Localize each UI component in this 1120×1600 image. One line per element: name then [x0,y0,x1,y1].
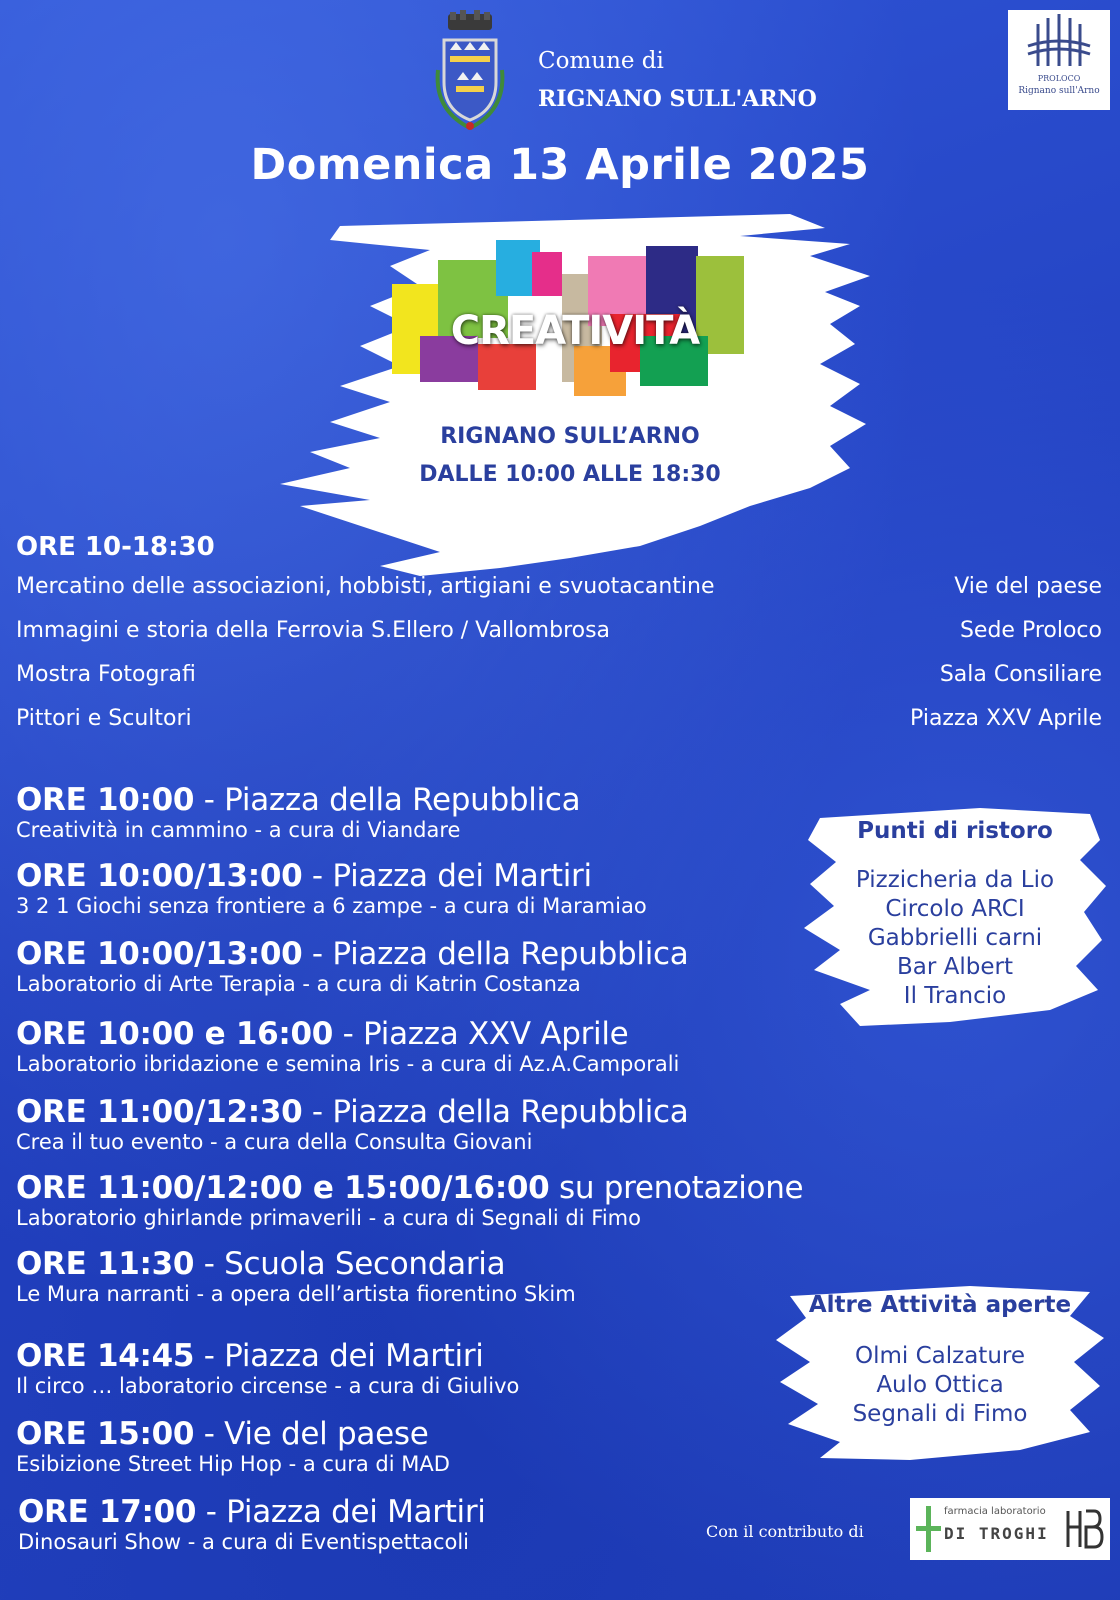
altre-attivita-item: Aulo Ottica [876,1372,1004,1398]
sponsor-logo [910,1498,1110,1560]
event-description: Le Mura narranti - a opera dell’artista fiorentino Skim [16,1282,576,1306]
event-time: ORE 10:00/13:00 [16,936,303,972]
altre-attivita-item: Segnali di Fimo [852,1401,1028,1427]
event-description: Il circo … laboratorio circense - a cura di Giulivo [16,1374,520,1398]
pharmacy-cross-icon [914,1498,944,1560]
altre-attivita-item: Olmi Calzature [854,1343,1025,1369]
allday-activity: Mostra Fotografi [16,662,196,687]
proloco-label: PROLOCO [1037,74,1081,83]
event-heading [16,1338,484,1374]
ristoro-title: Punti di ristoro [857,818,1053,844]
event-description: Laboratorio di Arte Terapia - a cura di Katrin Costanza [16,972,581,996]
event-heading [18,1494,486,1530]
event-time: ORE 15:00 [16,1416,195,1452]
brush-stroke-banner [270,206,870,578]
color-tile [532,252,562,296]
comune-name: RIGNANO SULL'ARNO [538,86,817,112]
comune-coat-of-arms [430,10,510,134]
contributo-label: Con il contributo di [706,1522,864,1541]
event-time: ORE 14:45 [16,1338,195,1374]
event-description: Laboratorio ghirlande primaverili - a cura di Segnali di Fimo [16,1206,641,1230]
event-description: Esibizione Street Hip Hop - a cura di MAD [16,1452,450,1476]
event-place: - Piazza dei Martiri [194,1338,484,1374]
event-heading [16,1246,505,1282]
event-place: - Piazza della Repubblica [302,1094,689,1130]
sponsor-subtitle: farmacia laboratorio [944,1506,1046,1517]
allday-title: ORE 10-18:30 [16,532,215,562]
event-time: ORE 10:00/13:00 [16,858,303,894]
event-place: - Piazza dei Martiri [196,1494,486,1530]
event-place: - Piazza XXV Aprile [333,1016,629,1052]
event-description: Creatività in cammino - a cura di Viandare [16,818,461,842]
altre-attivita-title: Altre Attività aperte [808,1292,1072,1318]
event-place: - Scuola Secondaria [194,1246,506,1282]
event-heading [16,858,592,894]
event-time: ORE 11:30 [16,1246,195,1282]
event-time: ORE 11:00/12:30 [16,1094,303,1130]
creativita-logo-text: CREATIVITÀ [450,308,700,354]
ristoro-item: Circolo ARCI [885,896,1025,922]
proloco-logo [1008,10,1110,110]
event-heading [16,1416,429,1452]
event-date-title: Domenica 13 Aprile 2025 [250,140,870,190]
event-heading [16,1094,688,1130]
allday-place: Piazza XXV Aprile [910,706,1102,731]
proloco-mark-icon [1008,10,1110,74]
allday-activity: Pittori e Scultori [16,706,192,731]
event-time: ORE 10:00 e 16:00 [16,1016,334,1052]
event-place: - Piazza della Repubblica [302,936,689,972]
event-heading [16,782,580,818]
ristoro-list [810,866,1100,1011]
event-time: ORE 11:00/12:00 e 15:00/16:00 [16,1170,550,1206]
sponsor-name: DI TROGHI [944,1524,1049,1543]
banner-hours: DALLE 10:00 ALLE 18:30 [419,462,721,487]
event-place: su prenotazione [549,1170,804,1206]
event-description: Crea il tuo evento - a cura della Consulta Giovani [16,1130,533,1154]
event-description: Laboratorio ibridazione e semina Iris - a cura di Az.A.Camporali [16,1052,680,1076]
ristoro-item: Bar Albert [897,954,1013,980]
event-place: - Piazza dei Martiri [302,858,592,894]
altre-attivita-list [775,1342,1105,1429]
allday-place: Sala Consiliare [939,662,1102,687]
allday-place: Sede Proloco [959,618,1102,643]
sponsor-monogram-icon [1064,1507,1104,1551]
allday-activity: Immagini e storia della Ferrovia S.Ellero / Vallombrosa [16,618,611,643]
allday-activity: Mercatino delle associazioni, hobbisti, artigiani e svuotacantine [16,574,715,599]
event-heading [16,1170,803,1206]
allday-place: Vie del paese [954,574,1102,599]
event-place: - Vie del paese [194,1416,429,1452]
event-heading [16,1016,628,1052]
event-heading [16,936,688,972]
ristoro-item: Gabbrielli carni [867,925,1043,951]
event-time: ORE 17:00 [18,1494,197,1530]
event-description: Dinosauri Show - a cura di Eventispettacoli [18,1530,470,1554]
event-description: 3 2 1 Giochi senza frontiere a 6 zampe - a cura di Maramiao [16,894,647,918]
event-place: - Piazza della Repubblica [194,782,581,818]
proloco-town: Rignano sull'Arno [1018,86,1100,96]
ristoro-item: Il Trancio [903,983,1007,1009]
comune-label: Comune di [538,48,664,74]
ristoro-item: Pizzicheria da Lio [855,867,1055,893]
banner-location: RIGNANO SULL’ARNO [440,424,700,449]
event-time: ORE 10:00 [16,782,195,818]
